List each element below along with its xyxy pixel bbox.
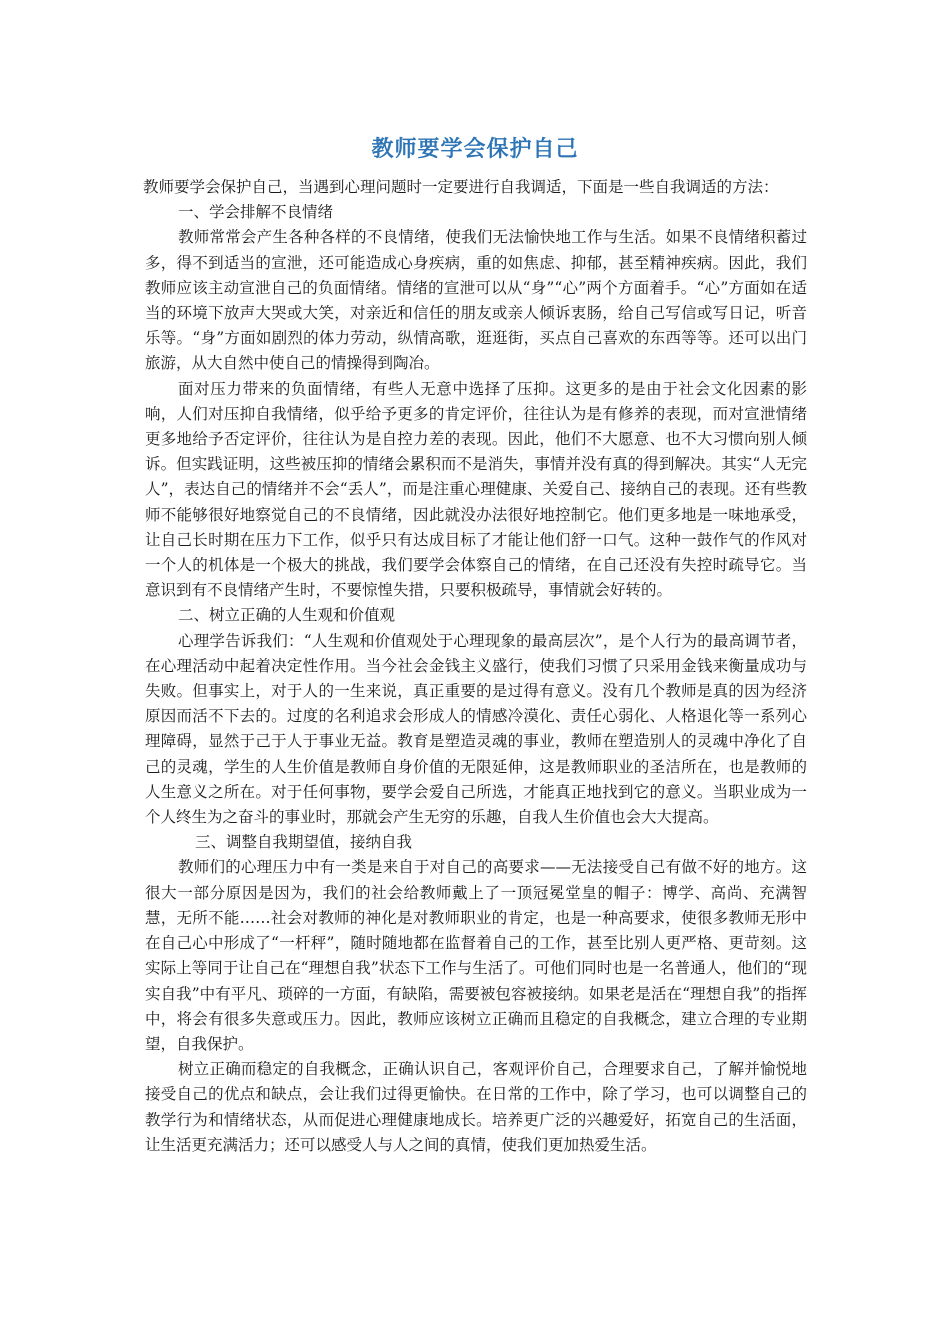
intro-paragraph: 教师要学会保护自己，当遇到心理问题时一定要进行自我调适，下面是一些自我调适的方法： [143,178,779,196]
section-1-heading: 一、学会排解不良情绪 [178,203,334,222]
section-1-paragraph-2: 面对压力带来的负面情绪，有些人无意中选择了压抑。这更多的是由于社会文化因素的影响，人们对压抑自我情绪，似乎给予更多的肯定评价，往往认为是有修养的表现，而对宣泄情绪更多地给予否定评价，往往认为是自控力差的表现。因此，他们不大愿意、也不大习惯向别人倾诉。但实践证明，这些被压抑的情绪会累积而不是消失，事情并没有真的得到解决。其实“人无完人”，表达自己的情绪并不会“丢人”，而是注重心理健康、关爱自己、接纳自己的表现。还有些教师不能够很好地察觉自己的不良情绪，因此就没办法很好地控制它。他们更多地是一味地承受，让自己长时期在压力下工作，似乎只有达成目标了才能让他们舒一口气。这种一鼓作气的作风对一个人的机体是一个极大的挑战，我们要学会体察自己的情绪，在自己还没有失控时疏导它。当意识到有不良情绪产生时，不要惊惶失措，只要积极疏导，事情就会好转的。 [145,379,807,600]
section-2-paragraph-1: 心理学告诉我们：“人生观和价值观处于心理现象的最高层次”，是个人行为的最高调节者，在心理活动中起着决定性作用。当今社会金钱主义盛行，使我们习惯了只采用金钱来衡量成功与失败。但事实上，对于人的一生来说，真正重要的是过得有意义。没有几个教师是真的因为经济原因而活不下去的。过度的名利追求会形成人的情感冷漠化、责任心弱化、人格退化等一系列心理障碍，显然于己于人于事业无益。教育是塑造灵魂的事业，教师在塑造别人的灵魂中净化了自己的灵魂，学生的人生价值是教师自身价值的无限延伸，这是教师职业的圣洁所在，也是教师的人生意义之所在。对于任何事物，要学会爱自己所选，才能真正地找到它的意义。当职业成为一个人终生为之奋斗的事业时，那就会产生无穷的乐趣，自我人生价值也会大大提高。 [145,631,807,827]
document-title: 教师要学会保护自己 [371,137,579,162]
section-3-paragraph-1: 教师们的心理压力中有一类是来自于对自己的高要求——无法接受自己有做不好的地方。这很大一部分原因是因为，我们的社会给教师戴上了一顶冠冕堂皇的帽子：博学、高尚、充满智慧，无所不能……社会对教师的神化是对教师职业的肯定，也是一种高要求，使很多教师无形中在自己心中形成了“一杆秤”，随时随地都在监督着自己的工作，甚至比别人更严格、更苛刻。这实际上等同于让自己在“理想自我”状态下工作与生活了。可他们同时也是一名普通人，他们的“现实自我”中有平凡、琐碎的一方面，有缺陷，需要被包容被接纳。如果老是活在“理想自我”的指挥中，将会有很多失意或压力。因此，教师应该树立正确而且稳定的自我概念，建立合理的专业期望，自我保护。 [145,858,807,1053]
section-2-heading: 二、树立正确的人生观和价值观 [178,606,396,625]
section-3-paragraph-2: 树立正确而稳定的自我概念，正确认识自己，客观评价自己，合理要求自己，了解并愉悦地接受自己的优点和缺点，会让我们过得更愉快。在日常的工作中，除了学习，也可以调整自己的教学行为和情绪状态，从而促进心理健康地成长。培养更广泛的兴趣爱好，拓宽自己的生活面，让生活更充满活力；还可以感受人与人之间的真情，使我们更加热爱生活。 [145,1060,807,1154]
section-3-heading: 三、调整自我期望值，接纳自我 [195,833,413,852]
section-1-paragraph-1: 教师常常会产生各种各样的不良情绪，使我们无法愉快地工作与生活。如果不良情绪积蓄过多，得不到适当的宣泄，还可能造成心身疾病，重的如焦虑、抑郁，甚至精神疾病。因此，我们教师应该主动宣泄自己的负面情绪。情绪的宣泄可以从“身”“心”两个方面着手。“心”方面如在适当的环境下放声大哭或大笑，对亲近和信任的朋友或亲人倾诉衷肠，给自己写信或写日记，听音乐等。“身”方面如剧烈的体力劳动，纵情高歌，逛逛街，买点自己喜欢的东西等等。还可以出门旅游，从大自然中使自己的情操得到陶冶。 [145,228,807,373]
document-body [145,175,807,1158]
